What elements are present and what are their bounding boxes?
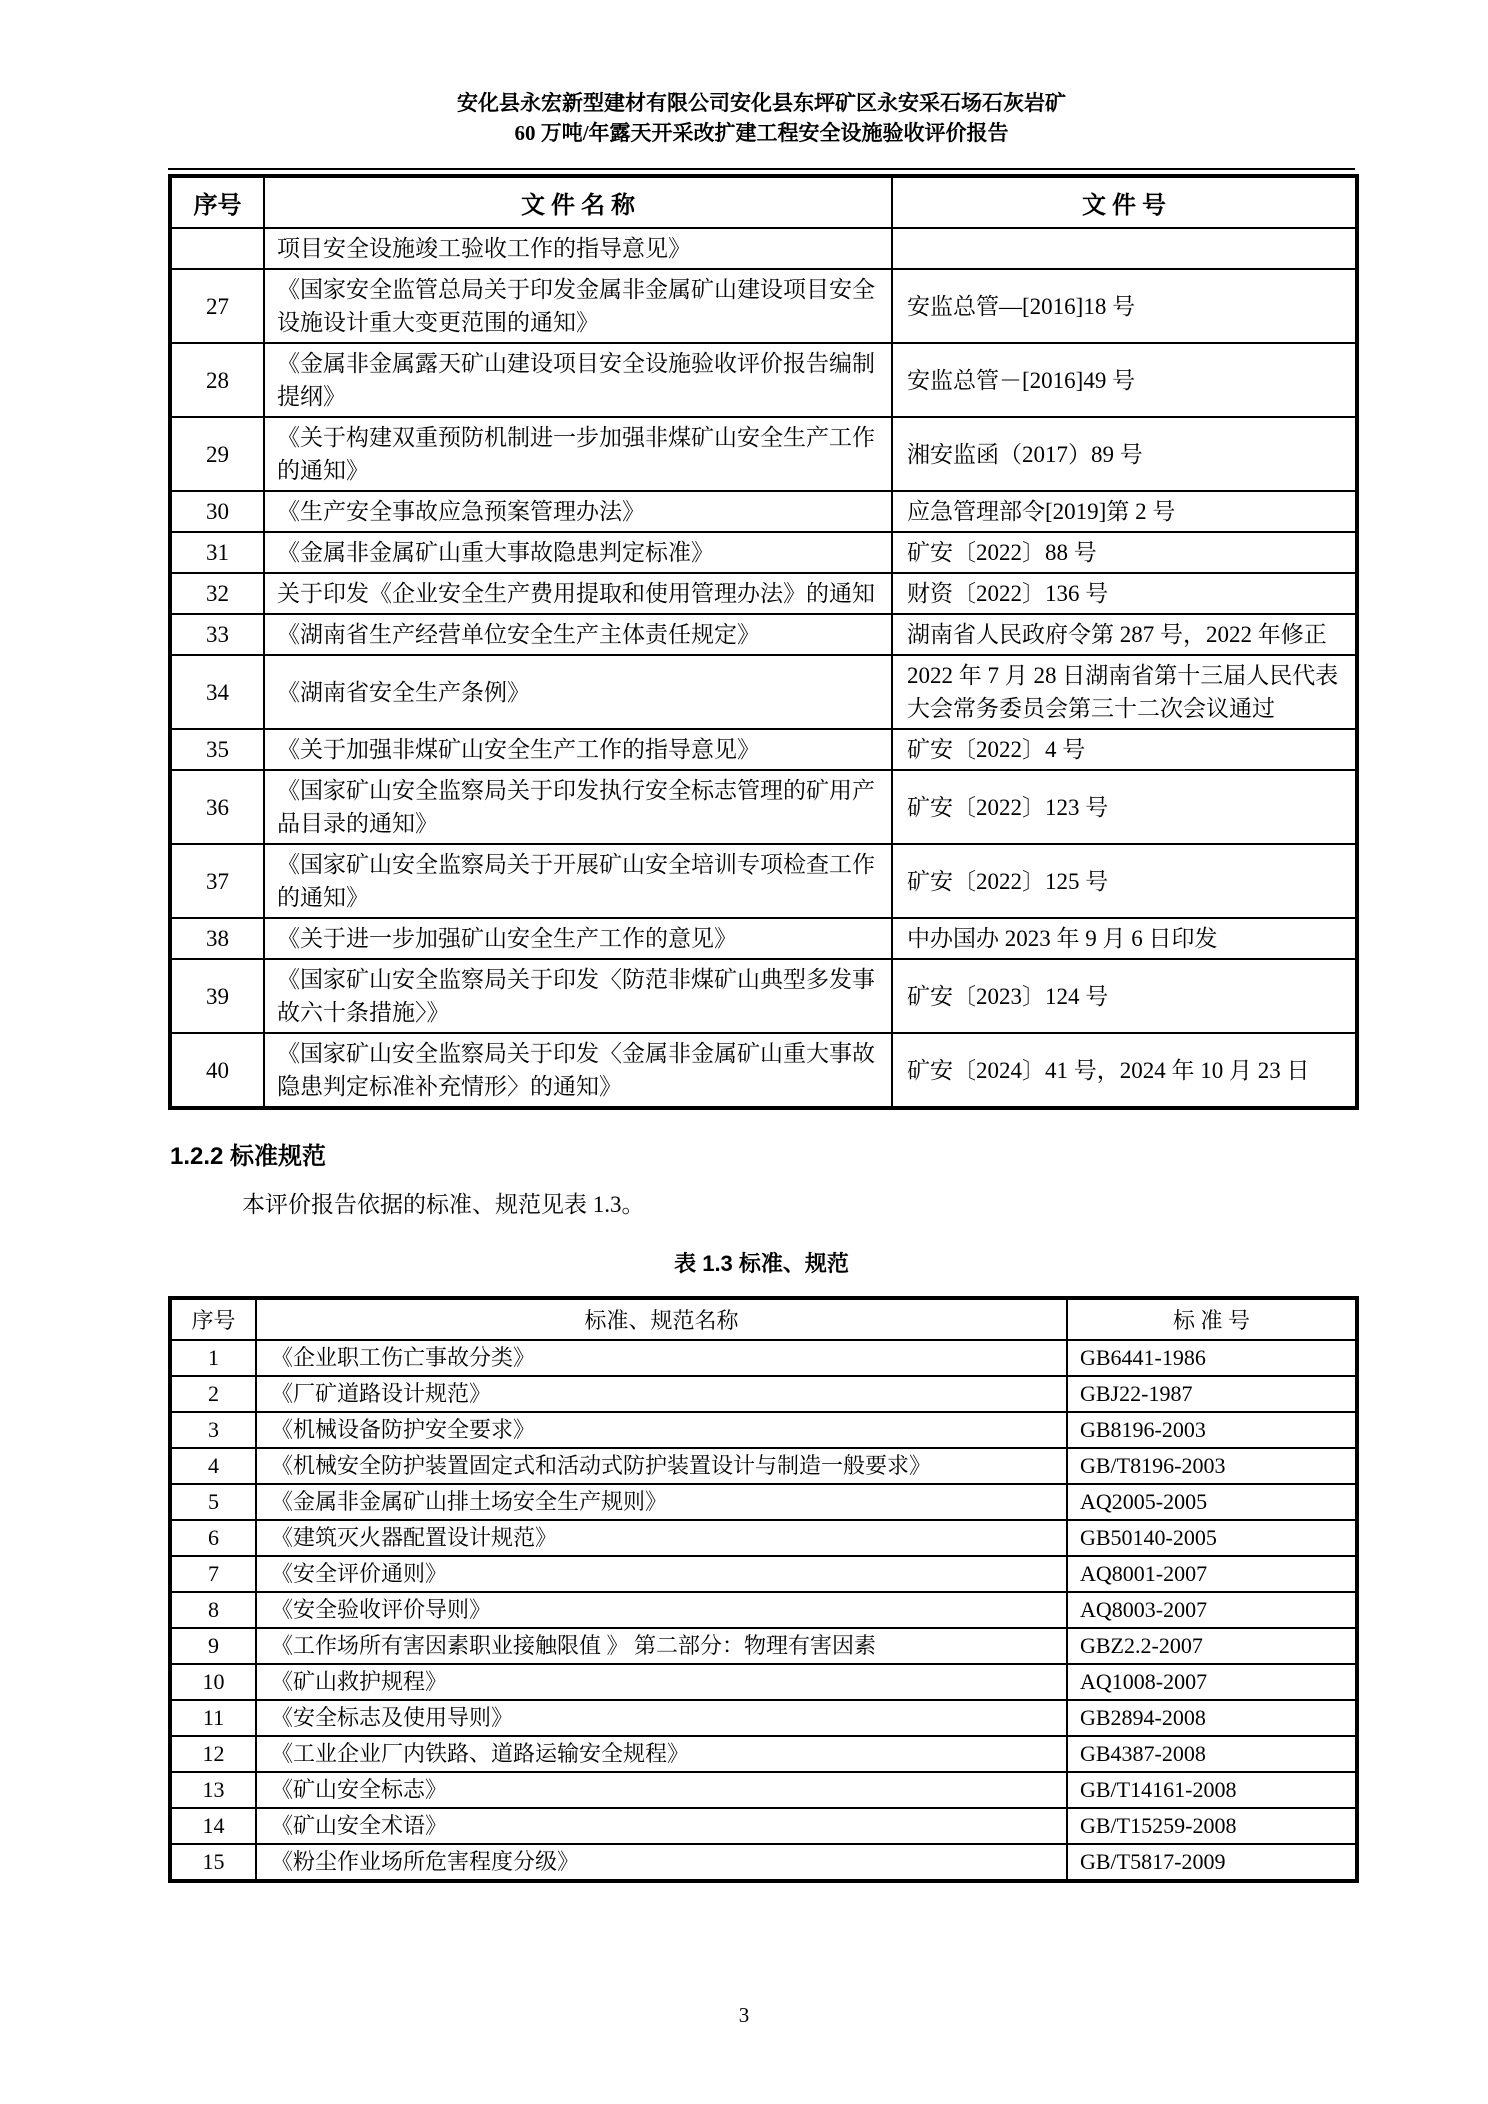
cell-no: 7 <box>170 1556 256 1592</box>
body-paragraph: 本评价报告依据的标准、规范见表 1.3。 <box>242 1192 645 1217</box>
cell-no: 31 <box>170 532 264 573</box>
table-row <box>170 1628 1357 1664</box>
table-row <box>170 1412 1357 1448</box>
cell-no: 3 <box>170 1412 256 1448</box>
cell-no: 1 <box>170 1340 256 1376</box>
cell-name: 《安全验收评价导则》 <box>256 1592 1067 1628</box>
cell-name: 《矿山安全标志》 <box>256 1772 1067 1808</box>
cell-doc <box>892 228 1357 269</box>
table-row <box>170 573 1357 614</box>
table-row <box>170 844 1357 918</box>
standards-col-name-header: 标准、规范名称 <box>256 1298 1067 1340</box>
table-row <box>170 655 1357 729</box>
table-top-rule <box>168 168 1355 170</box>
table-row <box>170 1772 1357 1808</box>
table-row <box>170 1484 1357 1520</box>
table-row <box>170 1033 1357 1108</box>
cell-doc: 矿安〔2022〕123 号 <box>892 770 1357 844</box>
cell-name: 《金属非金属露天矿山建设项目安全设施验收评价报告编制提纲》 <box>264 343 892 417</box>
table-row <box>170 228 1357 269</box>
standards-table-caption: 表 1.3 标准、规范 <box>674 1251 849 1276</box>
cell-name: 《企业职工伤亡事故分类》 <box>256 1340 1067 1376</box>
standards-table <box>168 1296 1359 1883</box>
cell-doc: 2022 年 7 月 28 日湖南省第十三届人民代表大会常务委员会第三十二次会议通过 <box>892 655 1357 729</box>
cell-no: 28 <box>170 343 264 417</box>
cell-no: 32 <box>170 573 264 614</box>
table-row <box>170 1376 1357 1412</box>
table-row <box>170 417 1357 491</box>
cell-name: 《湖南省安全生产条例》 <box>264 655 892 729</box>
cell-name: 《机械安全防护装置固定式和活动式防护装置设计与制造一般要求》 <box>256 1448 1067 1484</box>
cell-doc: 矿安〔2022〕125 号 <box>892 844 1357 918</box>
cell-name: 《安全评价通则》 <box>256 1556 1067 1592</box>
cell-code: GBZ2.2-2007 <box>1067 1628 1357 1664</box>
cell-name: 《关于进一步加强矿山安全生产工作的意见》 <box>264 918 892 959</box>
page-content <box>168 0 1355 1883</box>
cell-name: 《金属非金属矿山排土场安全生产规则》 <box>256 1484 1067 1520</box>
cell-no: 35 <box>170 729 264 770</box>
table-row <box>170 1700 1357 1736</box>
cell-code: AQ2005-2005 <box>1067 1484 1357 1520</box>
cell-no: 39 <box>170 959 264 1033</box>
table-row <box>170 343 1357 417</box>
cell-code: GBJ22-1987 <box>1067 1376 1357 1412</box>
cell-no: 6 <box>170 1520 256 1556</box>
cell-name: 《国家矿山安全监察局关于印发〈防范非煤矿山典型多发事故六十条措施〉》 <box>264 959 892 1033</box>
cell-code: GB8196-2003 <box>1067 1412 1357 1448</box>
report-header <box>168 88 1355 148</box>
report-header-line1: 安化县永宏新型建材有限公司安化县东坪矿区永安采石场石灰岩矿 <box>457 91 1066 115</box>
cell-no: 2 <box>170 1376 256 1412</box>
cell-name: 《国家安全监管总局关于印发金属非金属矿山建设项目安全设施设计重大变更范围的通知》 <box>264 269 892 343</box>
cell-no: 27 <box>170 269 264 343</box>
table-row <box>170 614 1357 655</box>
cell-name: 项目安全设施竣工验收工作的指导意见》 <box>264 228 892 269</box>
cell-name: 《关于构建双重预防机制进一步加强非煤矿山安全生产工作的通知》 <box>264 417 892 491</box>
cell-name: 《国家矿山安全监察局关于开展矿山安全培训专项检查工作的通知》 <box>264 844 892 918</box>
table-row <box>170 532 1357 573</box>
cell-no: 38 <box>170 918 264 959</box>
cell-name: 《矿山救护规程》 <box>256 1664 1067 1700</box>
cell-code: GB4387-2008 <box>1067 1736 1357 1772</box>
table-row <box>170 1844 1357 1881</box>
table-row <box>170 959 1357 1033</box>
cell-no <box>170 228 264 269</box>
cell-code: GB50140-2005 <box>1067 1520 1357 1556</box>
cell-no: 5 <box>170 1484 256 1520</box>
standards-table-header-row <box>170 1298 1357 1340</box>
cell-name: 《厂矿道路设计规范》 <box>256 1376 1067 1412</box>
cell-name: 《粉尘作业场所危害程度分级》 <box>256 1844 1067 1881</box>
cell-name: 《关于加强非煤矿山安全生产工作的指导意见》 <box>264 729 892 770</box>
cell-name: 《矿山安全术语》 <box>256 1808 1067 1844</box>
table-row <box>170 770 1357 844</box>
cell-code: GB6441-1986 <box>1067 1340 1357 1376</box>
cell-doc: 矿安〔2022〕88 号 <box>892 532 1357 573</box>
table-row <box>170 1664 1357 1700</box>
cell-doc: 应急管理部令[2019]第 2 号 <box>892 491 1357 532</box>
cell-name: 《工作场所有害因素职业接触限值 》 第二部分：物理有害因素 <box>256 1628 1067 1664</box>
cell-no: 12 <box>170 1736 256 1772</box>
cell-doc: 矿安〔2023〕124 号 <box>892 959 1357 1033</box>
table-row <box>170 1808 1357 1844</box>
table-row <box>170 1556 1357 1592</box>
table-row <box>170 1592 1357 1628</box>
cell-no: 37 <box>170 844 264 918</box>
cell-doc: 湘安监函（2017）89 号 <box>892 417 1357 491</box>
documents-table-header-row <box>170 176 1357 228</box>
report-header-line2: 60 万吨/年露天开采改扩建工程安全设施验收评价报告 <box>514 121 1009 145</box>
cell-name: 《安全标志及使用导则》 <box>256 1700 1067 1736</box>
cell-code: GB/T14161-2008 <box>1067 1772 1357 1808</box>
cell-code: GB2894-2008 <box>1067 1700 1357 1736</box>
cell-no: 40 <box>170 1033 264 1108</box>
cell-doc: 湖南省人民政府令第 287 号，2022 年修正 <box>892 614 1357 655</box>
cell-doc: 矿安〔2022〕4 号 <box>892 729 1357 770</box>
table-row <box>170 918 1357 959</box>
cell-no: 13 <box>170 1772 256 1808</box>
cell-name: 《生产安全事故应急预案管理办法》 <box>264 491 892 532</box>
page-number: 3 <box>738 2003 750 2027</box>
documents-table-body <box>170 228 1357 1108</box>
cell-code: GB/T15259-2008 <box>1067 1808 1357 1844</box>
standards-col-code-header: 标 准 号 <box>1067 1298 1357 1340</box>
cell-name: 《国家矿山安全监察局关于印发执行安全标志管理的矿用产品目录的通知》 <box>264 770 892 844</box>
cell-no: 11 <box>170 1700 256 1736</box>
table-row <box>170 491 1357 532</box>
cell-doc: 财资〔2022〕136 号 <box>892 573 1357 614</box>
cell-doc: 安监总管－[2016]49 号 <box>892 343 1357 417</box>
table-row <box>170 269 1357 343</box>
cell-no: 8 <box>170 1592 256 1628</box>
cell-no: 30 <box>170 491 264 532</box>
cell-name: 《机械设备防护安全要求》 <box>256 1412 1067 1448</box>
cell-name: 《工业企业厂内铁路、道路运输安全规程》 <box>256 1736 1067 1772</box>
cell-no: 10 <box>170 1664 256 1700</box>
cell-no: 4 <box>170 1448 256 1484</box>
cell-code: GB/T8196-2003 <box>1067 1448 1357 1484</box>
cell-no: 33 <box>170 614 264 655</box>
cell-name: 《湖南省生产经营单位安全生产主体责任规定》 <box>264 614 892 655</box>
cell-name: 《金属非金属矿山重大事故隐患判定标准》 <box>264 532 892 573</box>
cell-name: 《建筑灭火器配置设计规范》 <box>256 1520 1067 1556</box>
cell-no: 15 <box>170 1844 256 1881</box>
table-row <box>170 729 1357 770</box>
cell-code: AQ1008-2007 <box>1067 1664 1357 1700</box>
documents-table <box>168 174 1359 1110</box>
cell-code: AQ8003-2007 <box>1067 1592 1357 1628</box>
cell-name: 关于印发《企业安全生产费用提取和使用管理办法》的通知 <box>264 573 892 614</box>
cell-doc: 中办国办 2023 年 9 月 6 日印发 <box>892 918 1357 959</box>
documents-col-no-header: 序号 <box>170 176 264 228</box>
cell-doc: 矿安〔2024〕41 号，2024 年 10 月 23 日 <box>892 1033 1357 1108</box>
documents-col-doc-header: 文 件 号 <box>892 176 1357 228</box>
cell-no: 14 <box>170 1808 256 1844</box>
cell-name: 《国家矿山安全监察局关于印发〈金属非金属矿山重大事故隐患判定标准补充情形〉的通知》 <box>264 1033 892 1108</box>
cell-no: 34 <box>170 655 264 729</box>
section-heading: 1.2.2 标准规范 <box>170 1143 327 1170</box>
standards-col-no-header: 序号 <box>170 1298 256 1340</box>
cell-no: 9 <box>170 1628 256 1664</box>
table-row <box>170 1448 1357 1484</box>
documents-col-name-header: 文 件 名 称 <box>264 176 892 228</box>
cell-code: AQ8001-2007 <box>1067 1556 1357 1592</box>
cell-no: 36 <box>170 770 264 844</box>
cell-doc: 安监总管—[2016]18 号 <box>892 269 1357 343</box>
cell-no: 29 <box>170 417 264 491</box>
standards-table-body <box>170 1340 1357 1881</box>
table-row <box>170 1340 1357 1376</box>
table-row <box>170 1736 1357 1772</box>
table-row <box>170 1520 1357 1556</box>
cell-code: GB/T5817-2009 <box>1067 1844 1357 1881</box>
